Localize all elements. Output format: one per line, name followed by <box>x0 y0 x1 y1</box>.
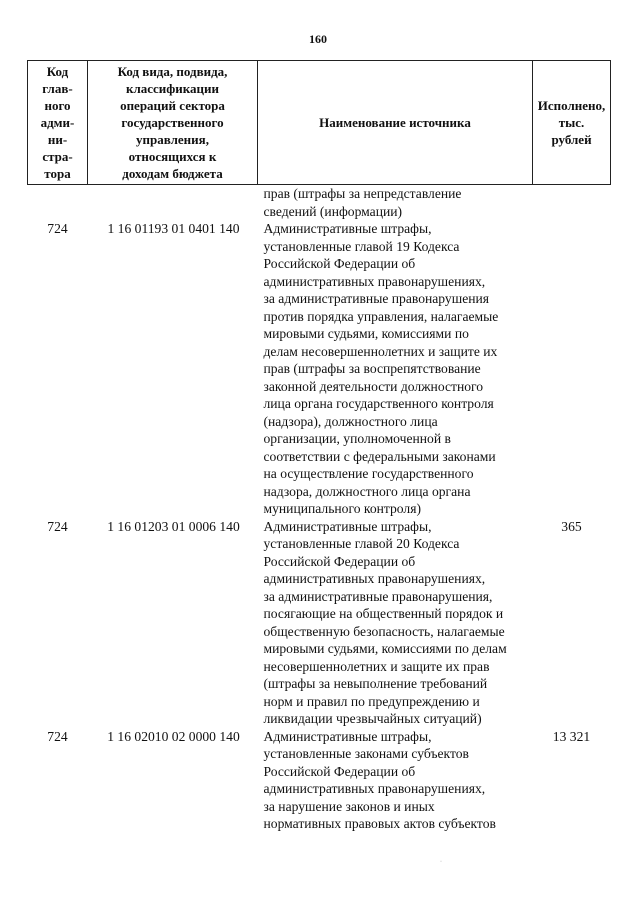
continuation-row <box>28 185 611 221</box>
header-line: относящихся к <box>128 149 217 164</box>
budget-revenue-table <box>27 60 611 833</box>
admin-code-cell: 724 <box>47 518 68 534</box>
header-line: операций сектора <box>120 98 225 113</box>
header-line: Код вида, подвида, <box>117 64 228 79</box>
header-line: государственного <box>121 115 224 130</box>
name-line: соответствии с федеральными законами <box>263 448 496 464</box>
header-line: глав- <box>42 81 73 96</box>
name-line: надзора, должностного лица органа <box>263 483 471 499</box>
header-line: классификации <box>125 81 220 96</box>
header-line: Исполнено, <box>537 98 606 113</box>
name-line: (надзора), должностного лица <box>263 413 438 429</box>
header-line: адми- <box>40 115 75 130</box>
executed-amount-cell <box>533 220 611 518</box>
header-line: Код <box>46 64 69 79</box>
header-line: тыс. <box>558 115 585 130</box>
name-line: посягающие на общественный порядок и <box>263 606 504 621</box>
name-line: муниципального контроля) <box>263 501 421 516</box>
name-line: административных правонарушениях, <box>263 781 486 796</box>
name-line: прав (штрафы за воспрепятствование <box>263 361 481 376</box>
classification-code-cell: 1 16 01193 01 0401 140 <box>107 221 240 236</box>
admin-code-cell: 724 <box>47 728 68 744</box>
name-line: установленные главой 19 Кодекса <box>263 238 460 254</box>
source-name-cell <box>258 518 533 728</box>
name-line: Российской Федерации об <box>263 553 416 569</box>
header-line: ного <box>44 98 71 113</box>
admin-code-cell: 724 <box>47 221 68 236</box>
name-line: (штрафы за невыполнение требований <box>263 676 488 691</box>
source-name-cell <box>258 728 533 833</box>
name-line: на осуществление государственного <box>263 466 474 481</box>
name-line: установленные главой 20 Кодекса <box>263 536 460 551</box>
table-row <box>28 220 611 518</box>
header-source-name <box>258 61 533 185</box>
table-body <box>28 185 611 833</box>
table-row <box>28 518 611 728</box>
executed-amount-cell: 365 <box>561 518 582 534</box>
name-line: мировыми судьями, комиссиями по <box>263 326 469 341</box>
classification-code-cell: 1 16 02010 02 0000 140 <box>107 728 240 744</box>
header-executed <box>533 61 611 185</box>
scan-mark: · <box>440 859 442 865</box>
name-line: за административные правонарушения <box>263 291 490 306</box>
name-line: норм и правил по предупреждению и <box>263 693 480 709</box>
table-row <box>28 728 611 833</box>
name-line: ликвидации чрезвычайных ситуаций) <box>263 711 482 726</box>
header-line: стра- <box>42 149 73 164</box>
name-line: административных правонарушениях, <box>263 273 486 289</box>
name-line: лица органа государственного контроля <box>263 396 494 411</box>
name-line: за нарушение законов и иных <box>263 798 435 814</box>
name-line: прав (штрафы за непредставление <box>263 186 462 201</box>
header-line: доходам бюджета <box>122 166 223 181</box>
name-line: Административные штрафы, <box>263 728 432 744</box>
name-line: установленные законами субъектов <box>263 746 469 761</box>
source-name-cell <box>258 220 533 518</box>
name-line: Административные штрафы, <box>263 221 432 236</box>
page-number: 160 <box>309 32 327 46</box>
name-line: Российской Федерации об <box>263 256 416 271</box>
header-line: ни- <box>47 132 68 147</box>
name-line: Российской Федерации об <box>263 763 416 779</box>
table-header <box>28 61 611 185</box>
continuation-text <box>258 185 533 221</box>
header-line: тора <box>44 166 71 181</box>
header-admin-code <box>28 61 88 185</box>
name-line: законной деятельности должностного <box>263 378 484 394</box>
name-line: общественную безопасность, налагаемые <box>263 623 505 639</box>
name-line: против порядка управления, налагаемые <box>263 308 499 324</box>
name-line: делам несовершеннолетних и защите их <box>263 343 498 359</box>
name-line: организации, уполномоченной в <box>263 431 451 446</box>
executed-amount-cell: 13 321 <box>552 728 591 744</box>
name-line: административных правонарушениях, <box>263 571 486 586</box>
header-classification-code <box>88 61 258 185</box>
header-line: управления, <box>136 132 209 147</box>
name-line: за административные правонарушения, <box>263 588 493 604</box>
name-line: Административные штрафы, <box>263 518 432 534</box>
classification-code-cell: 1 16 01203 01 0006 140 <box>107 518 240 534</box>
name-line: несовершеннолетних и защите их прав <box>263 658 490 674</box>
header-line: рублей <box>551 132 592 147</box>
name-line: сведений (информации) <box>263 203 403 219</box>
name-line: мировыми судьями, комиссиями по делам <box>263 641 507 656</box>
name-line: нормативных правовых актов субъектов <box>263 816 496 831</box>
header-line: Наименование источника <box>319 115 471 130</box>
